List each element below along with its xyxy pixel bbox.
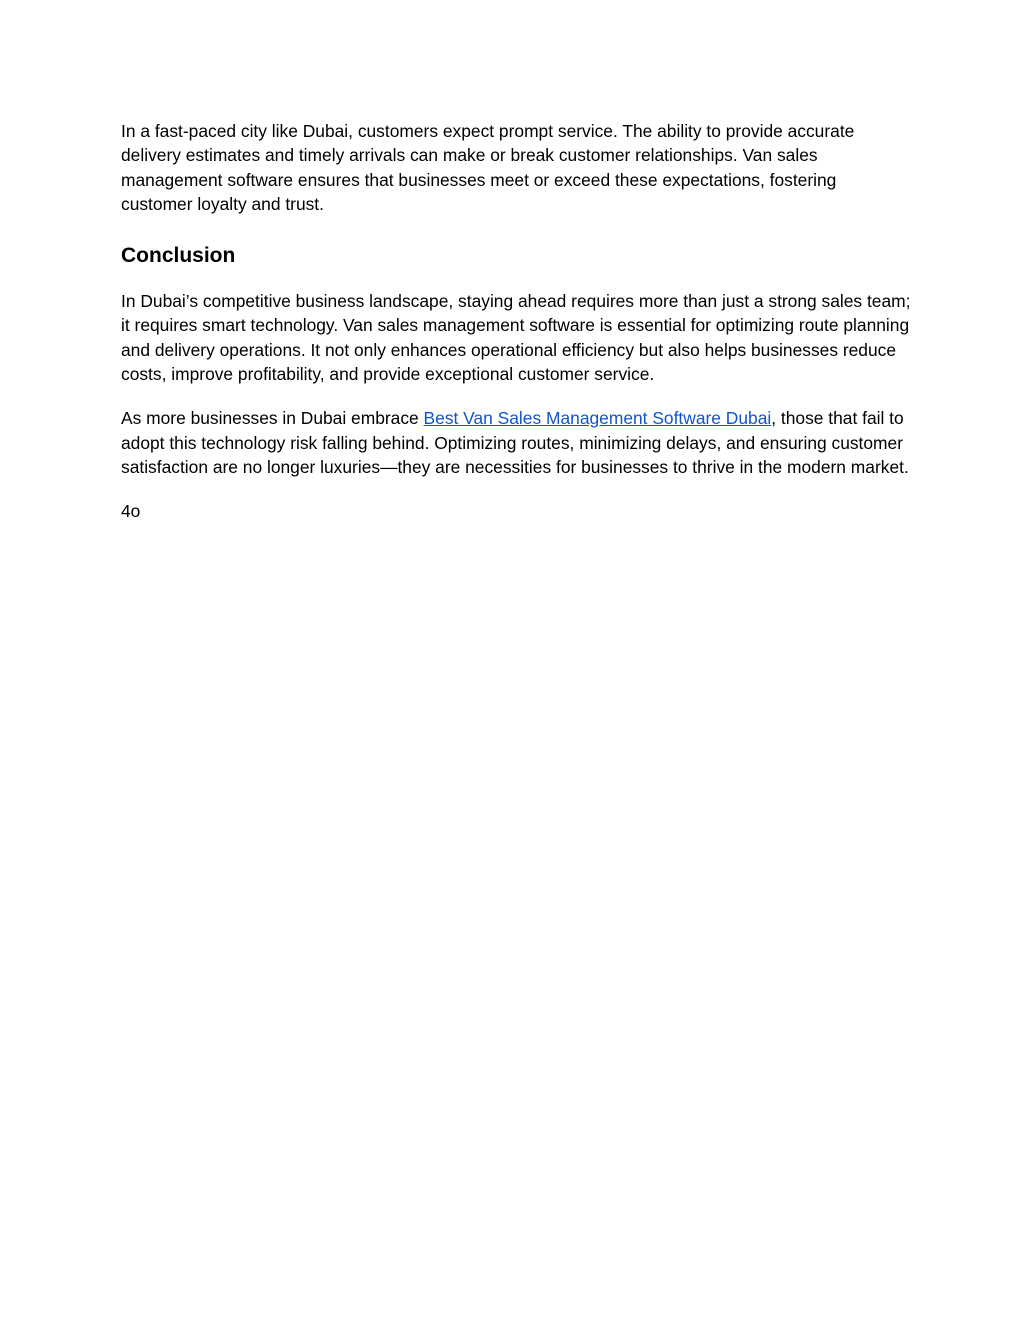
conclusion-paragraph: In Dubai’s competitive business landscape, staying ahead requires more than just a strong sales team; it requires smart technology. Van sales management software is essential for optimizing route planning and delivery operations. It not only enhances operational efficiency but also helps businesses reduce costs, improve profitability, and provide exceptional customer service.	[121, 291, 911, 385]
closing-paragraph-text-before: As more businesses in Dubai embrace	[121, 408, 424, 429]
section-heading: Conclusion	[121, 244, 236, 268]
intro-paragraph: In a fast-paced city like Dubai, customers expect prompt service. The ability to provide accurate delivery estimates and timely arrivals can make or break customer relationships. Van sales management software ensures that businesses meet or exceed these expectations, fostering customer loyalty and trust.	[121, 121, 855, 214]
closing-paragraph-text-after: , those that fail to adopt this technology risk falling behind. Optimizing routes, minimizing delays, and ensuring customer satisfaction are no longer luxuries—they are necessities for businesses to thrive in the modern market.	[121, 408, 909, 477]
closing-paragraph	[121, 406, 911, 479]
document-page	[121, 119, 911, 524]
footer-text: 4o	[121, 501, 141, 522]
van-sales-software-link[interactable]: Best Van Sales Management Software Dubai	[423, 408, 772, 429]
